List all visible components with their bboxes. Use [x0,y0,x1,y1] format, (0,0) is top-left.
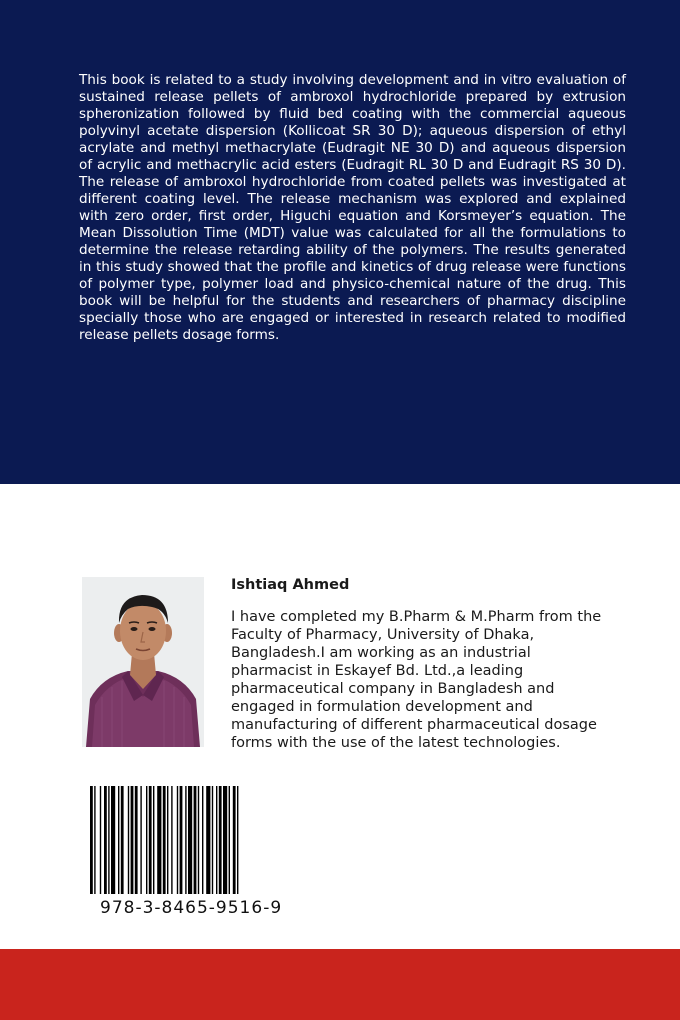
barcode-bar [188,786,192,894]
barcode-bar [128,786,129,894]
barcode-bars-graphic [88,786,286,894]
barcode-bar [149,786,152,894]
barcode-bar [104,786,107,894]
isbn-number: 978-3-8465-9516-9 [100,898,283,918]
barcode-bar [212,786,213,894]
barcode-bar [157,786,161,894]
barcode-bar [233,786,236,894]
barcode-bar [180,786,183,894]
barcode-bar [185,786,186,894]
barcode-bar [223,786,227,894]
author-bio: I have completed my B.Pharm & M.Pharm from the Faculty of Pharmacy, University of Dhaka, Bangladesh.I am working as an industrial pharmacist in Eskayef Bd. Ltd.,a leading pharmaceutical company in Bangladesh and engaged in formulation development and manufacturing of different pharmaceutical dosage forms with the use of the latest technologies. [231,609,602,751]
barcode-bar [135,786,138,894]
book-description: This book is related to a study involving development and in vitro evaluation of sustained release pellets of ambroxol hydrochloride prepared by extrusion spheronization followed by fluid bed coating with the commercial aqueous polyvinyl acetate dispersion (Kollicoat SR 30 D); aqueous dispersion of ethyl acrylate and methyl methacrylate (Eudragit NE 30 D) and aqueous dispersion of acrylic and methacrylic acid esters (Eudragit RL 30 D and Eudragit RS 30 D). The release of ambroxol hydrochloride from coated pellets was investigated at different coating level. The release mechanism was explored and explained with zero order, first order, Higuchi equation and Korsmeyer’s equation. The Mean Dissolution Time (MDT) value was calculated for all the formulations to determine the release retarding ability of the polymers. The results generated in this study showed that the profile and kinetics of drug release were functions of polymer type, polymer load and physico-chemical nature of the drug. This book will be helpful for the students and researchers of pharmacy discipline specially those who are engaged or interested in research related to modified release pellets dosage forms. [79,72,626,343]
barcode-bar [194,786,197,894]
barcode-bar [202,786,203,894]
barcode-bar [146,786,147,894]
author-portrait-illustration [82,577,204,747]
barcode-bar [198,786,199,894]
barcode-bar [163,786,166,894]
barcode-bar [90,786,93,894]
barcode-bar [219,786,222,894]
barcode-bar [118,786,119,894]
barcode-bar [206,786,210,894]
author-photo [82,577,204,747]
barcode-bar [94,786,95,894]
isbn-barcode [88,786,286,894]
barcode-bar [177,786,178,894]
barcode-bar [108,786,109,894]
back-cover-blurb-panel [0,0,680,484]
bottom-color-band [0,949,680,1020]
barcode-bar [237,786,238,894]
barcode-bar [121,786,124,894]
barcode-bar [167,786,168,894]
barcode-bar [140,786,141,894]
barcode-bar [216,786,217,894]
barcode-bar [229,786,230,894]
barcode-bar [171,786,172,894]
barcode-bar [153,786,154,894]
author-name: Ishtiaq Ahmed [231,577,350,593]
barcode-bar [100,786,101,894]
barcode-bar [111,786,115,894]
barcode-bar [131,786,134,894]
